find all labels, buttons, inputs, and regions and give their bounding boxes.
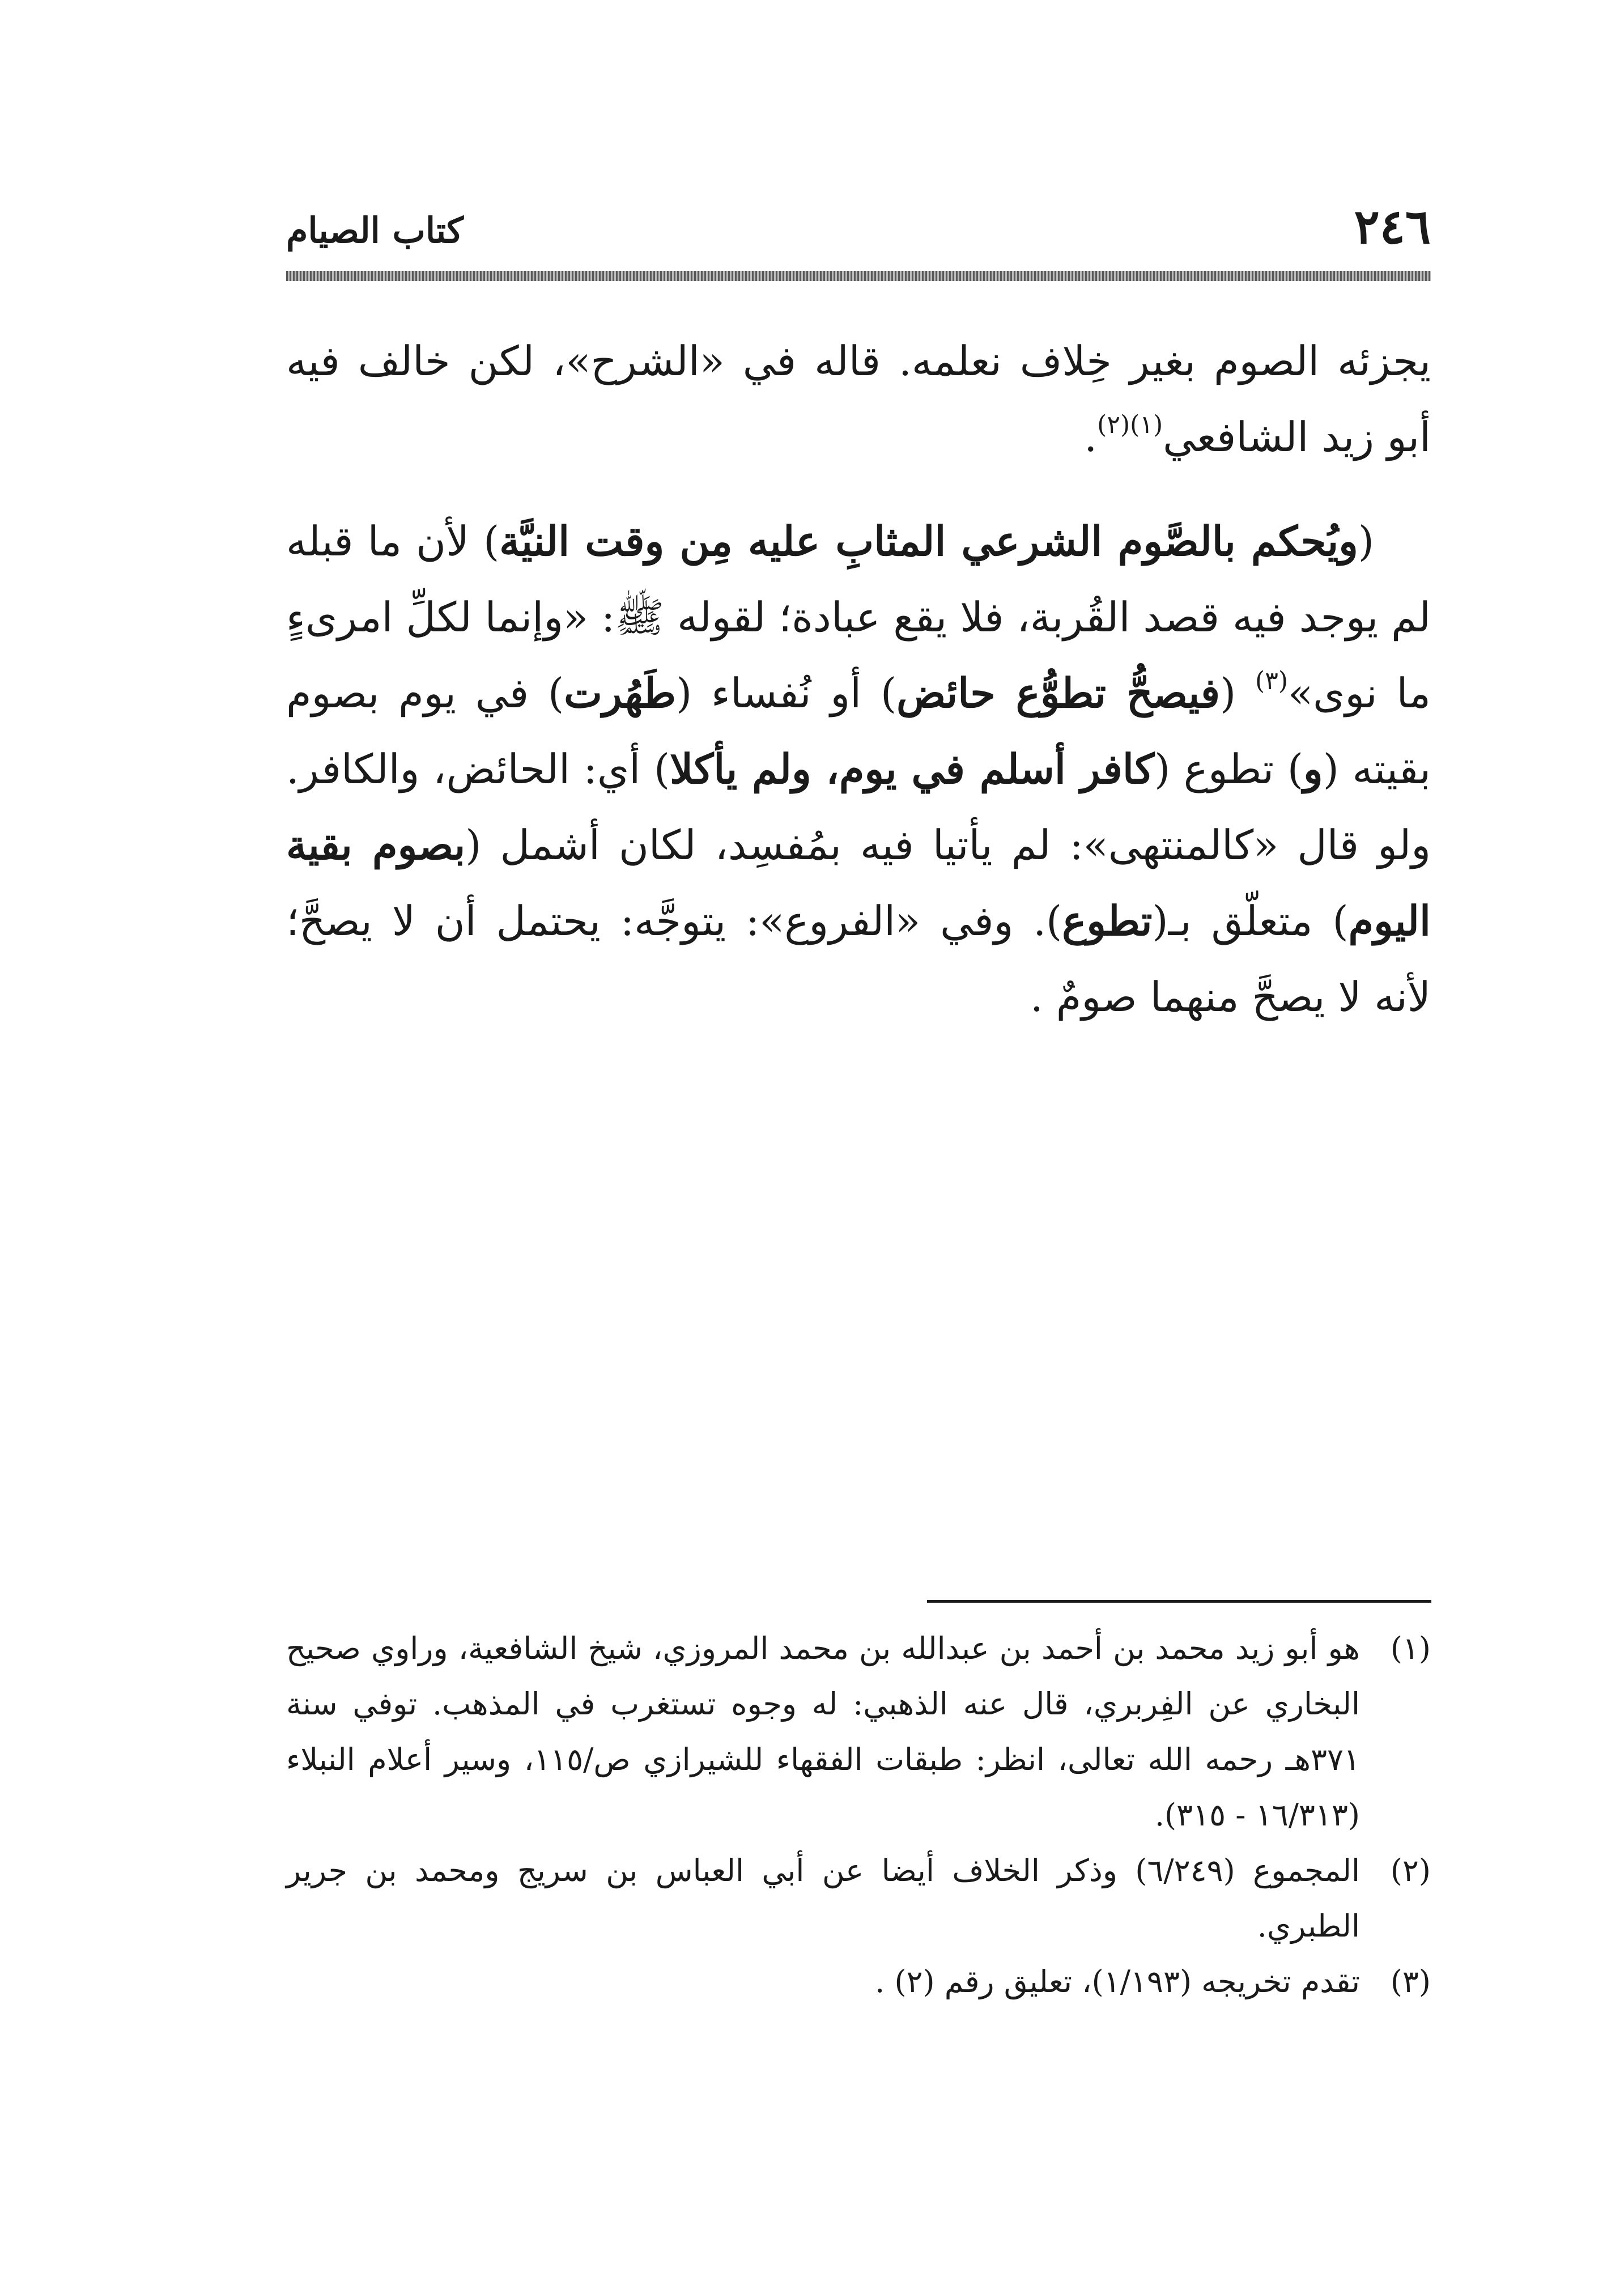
footnote-number: (٣): [1390, 1964, 1431, 1999]
text-segment: (: [1358, 517, 1374, 565]
footnote-number: (١): [1390, 1630, 1431, 1666]
matn-phrase: كافر أسلم في يوم، ولم يأكلا: [670, 745, 1155, 793]
footnote-ref-1-2: (١)(٢): [1097, 410, 1163, 439]
matn-phrase: تطوع: [1062, 897, 1153, 945]
footnote-text: تقدم تخريجه (١/١٩٣)، تعليق رقم (٢) .: [875, 1964, 1360, 1999]
matn-phrase: فيصحُّ تطوُّع حائض: [896, 669, 1221, 717]
footnote-2: [286, 1843, 1431, 1954]
paragraph-1-text: يجزئه الصوم بغير خِلاف نعلمه. قاله في «الشرح»، لكن خالف فيه أبو زيد الشافعي: [286, 337, 1431, 461]
page-header: [286, 196, 1431, 264]
footnote-3: [286, 1954, 1431, 2010]
paragraph-1: [286, 323, 1431, 475]
main-text: [286, 323, 1431, 1035]
matn-phrase: و: [1303, 745, 1323, 793]
footnote-separator: [927, 1600, 1431, 1603]
text-segment: (: [1220, 669, 1256, 717]
matn-phrase: ويُحكم بالصَّوم الشرعي المثابِ عليه مِن وقت النيَّة: [499, 517, 1358, 565]
text-segment: ) أي: الحائض، والكافر. ولو قال «كالمنتهى»: لم يأتيا فيه بمُفسِد، لكان أشمل (: [286, 745, 1431, 869]
text-segment: ) متعلّق بـ(: [1152, 897, 1349, 945]
paragraph-2: [286, 503, 1431, 1035]
text-segment: ) لأن ما قبله لم يوجد فيه قصد القُربة، فلا يقع عبادة؛ لقوله ﷺ: «وإنما لكلِّ امرىءٍ ما نوى»: [286, 517, 1431, 717]
page-number: ٢٤٦: [1354, 198, 1431, 254]
text-segment: ). وفي «الفروع»: يتوجَّه: يحتمل أن لا يصحَّ؛ لأنه لا يصحَّ منهما صومٌ .: [286, 897, 1431, 1021]
matn-phrase: بصوم بقية اليوم: [286, 821, 1431, 945]
book-title: كتاب الصيام: [286, 210, 464, 251]
footnote-text: هو أبو زيد محمد بن أحمد بن عبدالله بن محمد المروزي، شيخ الشافعية، وراوي صحيح البخاري عن الفِربري، قال عنه الذهبي: له وجوه تستغرب في المذهب. توفي سنة ٣٧١هـ رحمه الله تعالى، انظر: طبقات الفقهاء للشيرازي ص/١١٥، وسير أعلام النبلاء (١٦/٣١٣ - ٣١٥).: [286, 1630, 1360, 1833]
footnote-text: المجموع (٦/٢٤٩) وذكر الخلاف أيضا عن أبي العباس بن سريج ومحمد بن جرير الطبري.: [286, 1853, 1360, 1944]
footnote-number: (٢): [1390, 1853, 1431, 1888]
text-segment: ) تطوع (: [1154, 745, 1303, 793]
matn-phrase: طَهُرت: [564, 669, 677, 717]
footnote-1: [286, 1621, 1431, 1843]
paragraph-1-end: .: [1084, 413, 1098, 461]
header-rule: [286, 271, 1431, 281]
footnotes: [286, 1621, 1431, 2010]
footnote-ref-3: (٣): [1255, 666, 1289, 695]
text-segment: ) أو نُفساء (: [676, 669, 897, 717]
text-segment: ) في يوم بصوم بقيته (: [286, 669, 1431, 793]
